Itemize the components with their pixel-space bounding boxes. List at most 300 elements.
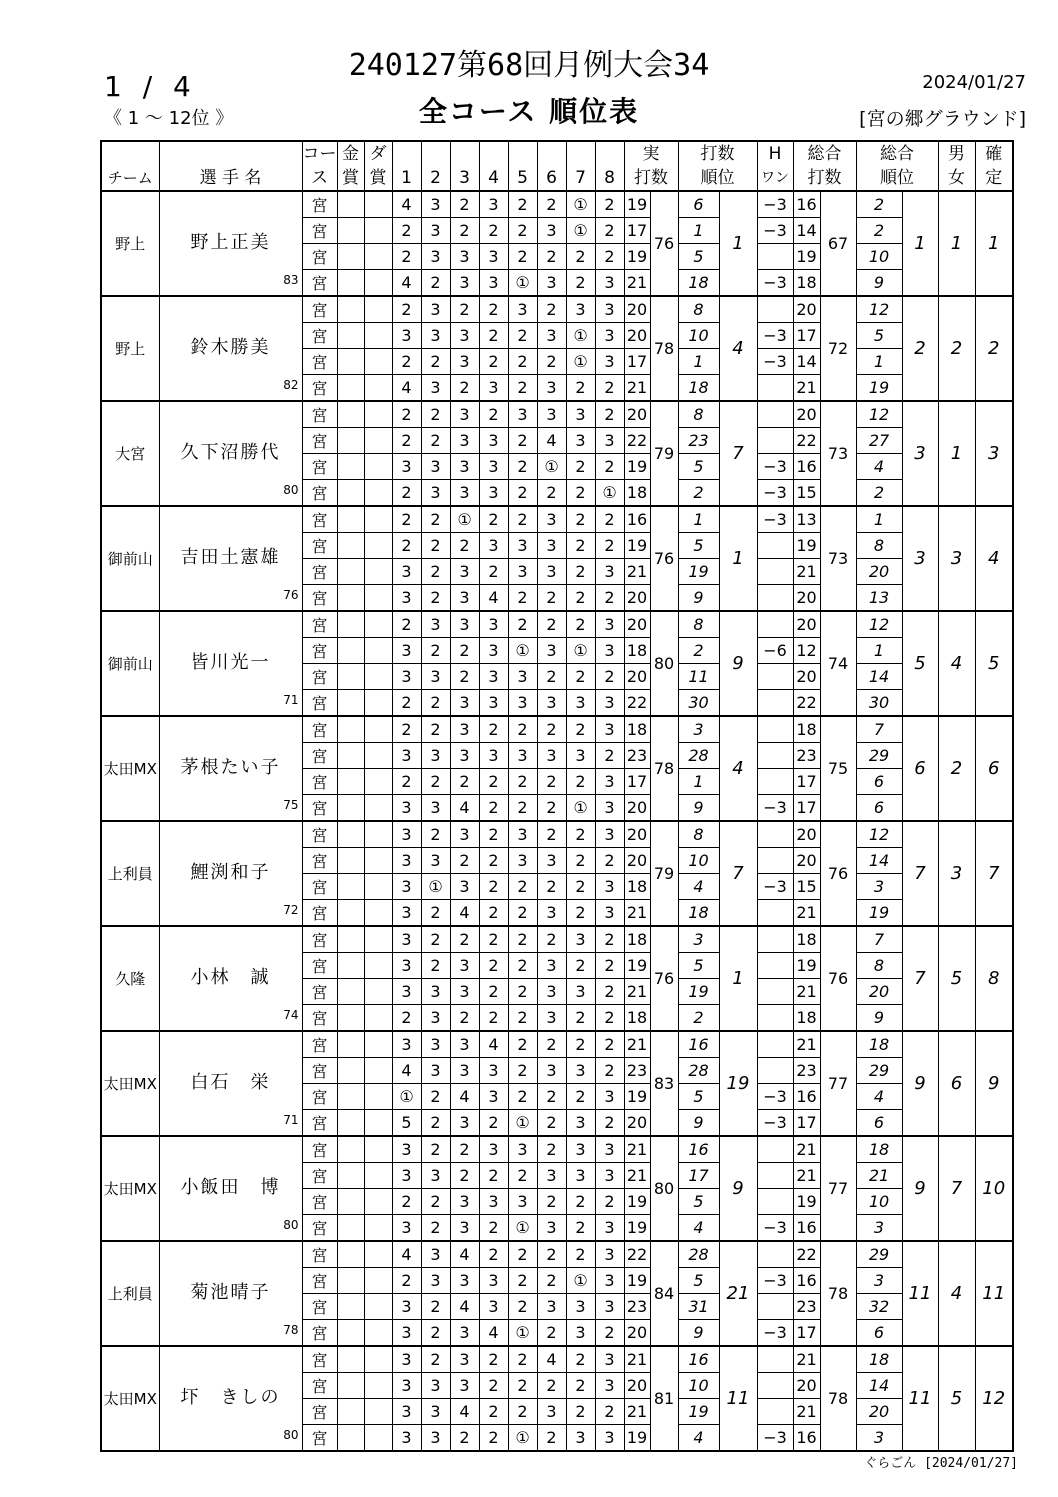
round-score-cell: 19 — [624, 1084, 650, 1110]
hole-score-cell: ① — [566, 323, 595, 349]
hole-score-cell: 2 — [508, 1031, 537, 1058]
adjusted-score-cell: 20 — [793, 664, 820, 690]
adjusted-score-cell: 17 — [793, 1110, 820, 1137]
final-rank-cell: 3 — [975, 401, 1013, 506]
table-row — [101, 821, 1013, 848]
adjusted-score-cell: 20 — [793, 848, 820, 874]
hole-score-cell: 3 — [450, 428, 479, 454]
hole-score-cell: 3 — [508, 1189, 537, 1215]
total-strokes-cell: 78 — [820, 1241, 856, 1346]
hole-in-one-cell — [757, 769, 793, 795]
hole-score-cell: ① — [508, 1320, 537, 1347]
overall-round-rank-cell: 4 — [856, 1084, 902, 1110]
table-row — [101, 716, 1013, 743]
hole-score-cell: 3 — [479, 638, 508, 664]
hole-in-one-cell — [757, 559, 793, 585]
player-name: 圷 きしの — [180, 1386, 281, 1408]
gold-prize-cell — [337, 926, 364, 953]
round-rank-cell: 1 — [678, 769, 719, 795]
hole-score-cell: 3 — [479, 1268, 508, 1294]
hole-score-cell: 3 — [508, 559, 537, 585]
overall-round-rank-cell: 13 — [856, 585, 902, 612]
hole-in-one-cell: −3 — [757, 1425, 793, 1452]
hole-in-one-cell — [757, 244, 793, 270]
hole-score-cell: 2 — [595, 743, 624, 769]
hole-in-one-cell: −3 — [757, 480, 793, 507]
round-score-cell: 19 — [624, 1215, 650, 1242]
hole-score-cell: 3 — [450, 270, 479, 297]
hole-header: 3 — [450, 166, 479, 191]
overall-round-rank-cell: 3 — [856, 1268, 902, 1294]
hole-score-cell: 3 — [479, 1058, 508, 1084]
hole-score-cell: 3 — [566, 1294, 595, 1320]
page-indicator: 1 / 4 — [104, 70, 197, 103]
player-name-cell — [159, 191, 302, 296]
actual-strokes-cell: 80 — [650, 1136, 678, 1241]
hole-score-cell: ① — [508, 638, 537, 664]
gender-rank-cell: 2 — [938, 296, 975, 401]
hole-score-cell: 3 — [479, 191, 508, 218]
course-cell: 宮 — [302, 1058, 337, 1084]
hole-score-cell: 4 — [537, 1346, 566, 1373]
course-cell: 宮 — [302, 1005, 337, 1032]
hole-score-cell: 3 — [595, 1163, 624, 1189]
stroke-rank-cell: 7 — [719, 401, 757, 506]
hole-score-cell: 2 — [508, 900, 537, 927]
hole-score-cell: 3 — [508, 821, 537, 848]
round-rank-cell: 28 — [678, 1241, 719, 1268]
hole-header: 7 — [566, 166, 595, 191]
round-score-cell: 20 — [624, 795, 650, 822]
hole-score-cell: 2 — [566, 480, 595, 507]
round-score-cell: 20 — [624, 585, 650, 612]
course-cell: 宮 — [302, 664, 337, 690]
hole-score-cell: 2 — [566, 848, 595, 874]
hole-score-cell: 3 — [392, 1215, 421, 1242]
hole-score-cell: 2 — [508, 480, 537, 507]
hole-score-cell: 3 — [450, 743, 479, 769]
player-age: 80 — [283, 1428, 299, 1442]
hole-score-cell: 2 — [566, 1005, 595, 1032]
hole-score-cell: 3 — [566, 743, 595, 769]
hole-in-one-cell — [757, 900, 793, 927]
hole-score-cell: 3 — [421, 1031, 450, 1058]
hole-score-cell: 2 — [479, 848, 508, 874]
table-row — [101, 611, 1013, 638]
hole-score-cell: 2 — [421, 585, 450, 612]
hole-score-cell: 2 — [566, 375, 595, 402]
round-rank-cell: 19 — [678, 979, 719, 1005]
hole-score-cell: 2 — [595, 1031, 624, 1058]
round-rank-cell: 16 — [678, 1031, 719, 1058]
round-rank-cell: 19 — [678, 559, 719, 585]
venue-name: [宮の郷グラウンド] — [859, 108, 1026, 130]
hole-score-cell: 3 — [479, 270, 508, 297]
hole-score-cell: 2 — [421, 638, 450, 664]
hole-header: 2 — [421, 166, 450, 191]
gold-prize-cell — [337, 1110, 364, 1137]
actual-header: 実 — [624, 141, 678, 166]
hole-header: 1 — [392, 166, 421, 191]
hole-score-cell: 2 — [479, 979, 508, 1005]
hole-score-cell: 4 — [450, 1084, 479, 1110]
hole-in-one-cell — [757, 716, 793, 743]
hole-score-cell: 3 — [421, 1268, 450, 1294]
overall-rank-cell: 2 — [902, 296, 938, 401]
da-prize-cell — [364, 270, 392, 297]
hole-score-cell: 2 — [595, 953, 624, 979]
gold-prize-cell — [337, 979, 364, 1005]
round-score-cell: 18 — [624, 926, 650, 953]
adjusted-score-cell: 20 — [793, 585, 820, 612]
table-subtitle: 全コース 順位表 — [418, 95, 640, 128]
hole-score-cell: 2 — [508, 795, 537, 822]
da-prize-cell — [364, 821, 392, 848]
overall-round-rank-cell: 14 — [856, 848, 902, 874]
round-rank-cell: 11 — [678, 664, 719, 690]
hole-score-cell: 3 — [421, 454, 450, 480]
gold-prize-cell — [337, 638, 364, 664]
da-prize-cell — [364, 349, 392, 375]
hole-score-cell: 3 — [537, 900, 566, 927]
stroke-rank-cell: 1 — [719, 926, 757, 1031]
da-prize-cell — [364, 900, 392, 927]
adjusted-score-cell: 16 — [793, 191, 820, 218]
adjusted-score-cell: 17 — [793, 769, 820, 795]
gold-prize-cell — [337, 716, 364, 743]
hole-score-cell: 2 — [508, 874, 537, 900]
da-prize-cell — [364, 1241, 392, 1268]
gender-rank-cell: 3 — [938, 506, 975, 611]
course-cell: 宮 — [302, 1425, 337, 1452]
hole-score-cell: ① — [566, 638, 595, 664]
hole-score-cell: 2 — [508, 979, 537, 1005]
adjusted-score-cell: 16 — [793, 1268, 820, 1294]
hole-score-cell: 2 — [421, 533, 450, 559]
adjusted-score-cell: 17 — [793, 795, 820, 822]
player-age: 74 — [283, 1008, 299, 1022]
hole-score-cell: 3 — [392, 848, 421, 874]
round-score-cell: 20 — [624, 821, 650, 848]
round-score-cell: 21 — [624, 1346, 650, 1373]
course-cell: 宮 — [302, 323, 337, 349]
hole-score-cell: 4 — [479, 1320, 508, 1347]
overall-round-rank-cell: 18 — [856, 1346, 902, 1373]
hole-in-one-cell — [757, 1058, 793, 1084]
course-cell: 宮 — [302, 1163, 337, 1189]
hole-score-cell: 3 — [595, 296, 624, 323]
hole-header: 4 — [479, 166, 508, 191]
hole-score-cell: 3 — [595, 795, 624, 822]
hole-score-cell: 3 — [421, 664, 450, 690]
hole-score-cell: 4 — [450, 1294, 479, 1320]
gold-prize-cell — [337, 401, 364, 428]
stroke-rank-cell: 21 — [719, 1241, 757, 1346]
player-age: 71 — [283, 1113, 299, 1127]
hole-score-cell: 3 — [392, 795, 421, 822]
hole-score-cell: ① — [566, 218, 595, 244]
hole-score-cell: 2 — [450, 533, 479, 559]
hole-score-cell: 3 — [421, 1373, 450, 1399]
hole-score-cell: 3 — [450, 1058, 479, 1084]
event-date: 2024/01/27 — [922, 72, 1026, 93]
course-cell: 宮 — [302, 296, 337, 323]
da-prize-cell — [364, 1163, 392, 1189]
round-rank-cell: 28 — [678, 743, 719, 769]
player-name-cell — [159, 611, 302, 716]
hole-score-cell: 3 — [479, 690, 508, 717]
course-cell: 宮 — [302, 900, 337, 927]
team-cell: 大宮 — [101, 401, 159, 506]
da-prize-cell — [364, 454, 392, 480]
hole-score-cell: 3 — [537, 1294, 566, 1320]
hole-score-cell: 2 — [450, 1136, 479, 1163]
overall-rank-cell: 6 — [902, 716, 938, 821]
hole-score-cell: 2 — [479, 1005, 508, 1032]
hole-score-cell: 2 — [595, 191, 624, 218]
actual-strokes-cell: 78 — [650, 716, 678, 821]
hole-score-cell: 3 — [479, 664, 508, 690]
hole-in-one-cell — [757, 743, 793, 769]
gender-rank-cell: 1 — [938, 191, 975, 296]
hole-score-cell: 2 — [508, 926, 537, 953]
hole-score-cell: 3 — [450, 716, 479, 743]
hole-score-cell: 2 — [566, 611, 595, 638]
da-prize-cell — [364, 1373, 392, 1399]
overall-round-rank-cell: 2 — [856, 480, 902, 507]
gold-prize-cell — [337, 953, 364, 979]
hole-score-cell: 3 — [566, 401, 595, 428]
round-score-cell: 20 — [624, 401, 650, 428]
da-prize-cell — [364, 533, 392, 559]
gold-prize-cell — [337, 1373, 364, 1399]
round-rank-cell: 2 — [678, 1005, 719, 1032]
hole-score-cell: 2 — [508, 1058, 537, 1084]
round-rank-cell: 9 — [678, 585, 719, 612]
gold-prize-cell — [337, 428, 364, 454]
round-rank-cell: 5 — [678, 1268, 719, 1294]
hole-score-cell: 3 — [421, 1163, 450, 1189]
hole-score-cell: 3 — [566, 428, 595, 454]
hole-score-cell: 2 — [508, 191, 537, 218]
hole-score-cell: 3 — [566, 1110, 595, 1137]
hole-in-one-cell: −3 — [757, 270, 793, 297]
overall-round-rank-cell: 10 — [856, 244, 902, 270]
hole-in-one-cell — [757, 1373, 793, 1399]
hole-in-one-cell — [757, 1163, 793, 1189]
hole-score-cell: 4 — [479, 1031, 508, 1058]
hole-score-cell: 2 — [479, 716, 508, 743]
gold-prize-cell — [337, 1294, 364, 1320]
hole-score-cell: 3 — [537, 533, 566, 559]
hole-score-cell: 2 — [421, 690, 450, 717]
round-score-cell: 21 — [624, 979, 650, 1005]
hole-score-cell: 2 — [392, 690, 421, 717]
hole-score-cell: 3 — [595, 559, 624, 585]
round-score-cell: 21 — [624, 1399, 650, 1425]
adjusted-score-cell: 16 — [793, 1084, 820, 1110]
hole-score-cell: 3 — [450, 244, 479, 270]
hole-in-one-cell: −3 — [757, 1084, 793, 1110]
da-prize-cell — [364, 611, 392, 638]
da-prize-cell — [364, 795, 392, 822]
table-row — [101, 1136, 1013, 1163]
course-cell: 宮 — [302, 401, 337, 428]
hole-in-one-cell — [757, 1031, 793, 1058]
hole-score-cell: 2 — [508, 506, 537, 533]
hole-score-cell: 2 — [508, 1346, 537, 1373]
hole-score-cell: 2 — [479, 218, 508, 244]
round-rank-cell: 31 — [678, 1294, 719, 1320]
total-strokes-cell: 67 — [820, 191, 856, 296]
course-cell: 宮 — [302, 1110, 337, 1137]
round-rank-cell: 1 — [678, 506, 719, 533]
hole-score-cell: 3 — [392, 743, 421, 769]
hole-score-cell: 4 — [392, 270, 421, 297]
round-rank-cell: 8 — [678, 401, 719, 428]
player-name: 皆川光一 — [190, 651, 271, 673]
hole-score-cell: 3 — [595, 638, 624, 664]
gold-prize-cell — [337, 821, 364, 848]
da-prize-cell — [364, 1215, 392, 1242]
hole-score-cell: 2 — [537, 1031, 566, 1058]
hole-score-cell: 3 — [595, 1294, 624, 1320]
hole-score-cell: 2 — [508, 454, 537, 480]
round-score-cell: 23 — [624, 1294, 650, 1320]
hole-in-one-cell — [757, 1189, 793, 1215]
round-rank-cell: 10 — [678, 323, 719, 349]
hole-in-one-cell: −3 — [757, 191, 793, 218]
hole-score-cell: 2 — [508, 1084, 537, 1110]
round-score-cell: 20 — [624, 1373, 650, 1399]
round-rank-cell: 30 — [678, 690, 719, 717]
da-prize-cell — [364, 401, 392, 428]
overall-round-rank-cell: 8 — [856, 533, 902, 559]
overall-round-rank-cell: 3 — [856, 1425, 902, 1452]
course-cell: 宮 — [302, 795, 337, 822]
gold-prize-cell — [337, 323, 364, 349]
hole-score-cell: 2 — [566, 1031, 595, 1058]
hole-score-cell: 3 — [566, 926, 595, 953]
adjusted-score-cell: 16 — [793, 1425, 820, 1452]
overall-round-rank-cell: 3 — [856, 874, 902, 900]
round-score-cell: 17 — [624, 769, 650, 795]
hole-score-cell: 3 — [537, 1163, 566, 1189]
hole-score-cell: 4 — [537, 428, 566, 454]
hole-score-cell: 3 — [450, 1189, 479, 1215]
hole-score-cell: 2 — [421, 900, 450, 927]
hole-in-one-cell — [757, 1294, 793, 1320]
overall-round-rank-cell: 9 — [856, 1005, 902, 1032]
overall-rank-cell: 7 — [902, 926, 938, 1031]
hole-score-cell: 2 — [421, 506, 450, 533]
adjusted-score-cell: 21 — [793, 1163, 820, 1189]
player-name-cell — [159, 506, 302, 611]
hole-score-cell: 3 — [450, 1268, 479, 1294]
round-rank-cell: 18 — [678, 375, 719, 402]
hole-score-cell: 3 — [595, 323, 624, 349]
gold-prize-cell — [337, 1320, 364, 1347]
final-rank-cell: 1 — [975, 191, 1013, 296]
hole-score-cell: 2 — [566, 244, 595, 270]
adjusted-score-cell: 18 — [793, 716, 820, 743]
round-rank-cell: 4 — [678, 874, 719, 900]
course-header: コー — [302, 141, 337, 166]
hole-score-cell: 2 — [595, 848, 624, 874]
overall-rank-cell: 11 — [902, 1346, 938, 1451]
round-rank-cell: 8 — [678, 611, 719, 638]
footer-credit: ぐらごん [2024/01/27] — [864, 1456, 1018, 1471]
final-rank-cell: 6 — [975, 716, 1013, 821]
hole-score-cell: ① — [508, 1215, 537, 1242]
course-cell: 宮 — [302, 926, 337, 953]
hole-score-cell: ① — [421, 874, 450, 900]
player-name: 菊池晴子 — [190, 1281, 271, 1303]
overall-round-rank-cell: 14 — [856, 1373, 902, 1399]
adjusted-score-cell: 21 — [793, 1399, 820, 1425]
actual-strokes-cell: 78 — [650, 296, 678, 401]
player-name-cell — [159, 821, 302, 926]
hole-in-one-cell — [757, 953, 793, 979]
total-strokes-cell: 76 — [820, 926, 856, 1031]
adjusted-score-cell: 16 — [793, 1215, 820, 1242]
round-rank-cell: 9 — [678, 1110, 719, 1137]
hole-score-cell: 3 — [479, 1294, 508, 1320]
course-cell: 宮 — [302, 585, 337, 612]
hole-score-cell: 3 — [421, 1241, 450, 1268]
hole-in-one-cell — [757, 533, 793, 559]
gold-prize-cell — [337, 1084, 364, 1110]
hole-score-cell: 3 — [595, 690, 624, 717]
round-score-cell: 23 — [624, 1058, 650, 1084]
overall-round-rank-cell: 20 — [856, 559, 902, 585]
gender-rank-cell: 1 — [938, 401, 975, 506]
course-cell: 宮 — [302, 349, 337, 375]
hole-score-cell: 2 — [508, 611, 537, 638]
hole-score-cell: 2 — [392, 1005, 421, 1032]
course-cell: 宮 — [302, 769, 337, 795]
final-rank-cell: 10 — [975, 1136, 1013, 1241]
round-score-cell: 19 — [624, 1189, 650, 1215]
hole-score-cell: 3 — [566, 296, 595, 323]
team-cell: 太田MX — [101, 1031, 159, 1136]
da-prize-cell — [364, 1268, 392, 1294]
hole-score-cell: 3 — [392, 1425, 421, 1452]
hole-score-cell: 3 — [450, 559, 479, 585]
round-score-cell: 20 — [624, 1320, 650, 1347]
player-name: 小林 誠 — [190, 966, 271, 988]
hole-score-cell: 3 — [450, 1346, 479, 1373]
hole-score-cell: 2 — [537, 191, 566, 218]
hole-score-cell: 3 — [450, 979, 479, 1005]
hole-score-cell: 2 — [508, 769, 537, 795]
actual-strokes-cell: 83 — [650, 1031, 678, 1136]
course-cell: 宮 — [302, 716, 337, 743]
hole-score-cell: 3 — [392, 638, 421, 664]
gold-prize-cell — [337, 1241, 364, 1268]
hole-score-cell: 3 — [595, 716, 624, 743]
total-strokes-cell: 73 — [820, 401, 856, 506]
da-prize-cell — [364, 559, 392, 585]
course-cell: 宮 — [302, 953, 337, 979]
hole-score-cell: 2 — [450, 1163, 479, 1189]
hole-in-one-cell — [757, 821, 793, 848]
round-rank-cell: 9 — [678, 795, 719, 822]
adjusted-score-cell: 17 — [793, 323, 820, 349]
adjusted-score-cell: 22 — [793, 428, 820, 454]
round-score-cell: 19 — [624, 191, 650, 218]
hole-in-one-cell — [757, 375, 793, 402]
